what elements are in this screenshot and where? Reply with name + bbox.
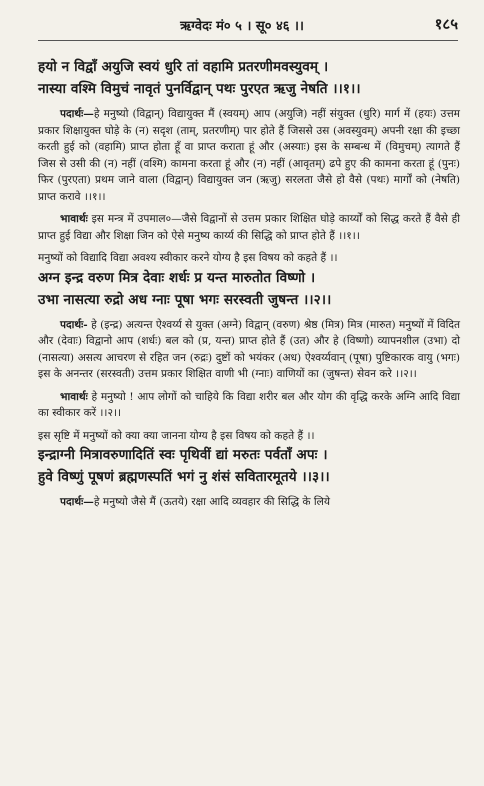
page-body <box>38 56 460 511</box>
header-rule <box>38 40 458 41</box>
padartha-label: पदार्थः— <box>60 108 94 120</box>
padartha-label: पदार्थः— <box>60 496 94 508</box>
bhavartha-text: हे मनुष्यो ! आप लोगों को चाहिये कि विद्या शरीर बल और योग की वृद्धि करके अग्नि आदि विद्या का स्वीकार करें ।।२।। <box>38 390 460 419</box>
padartha-2 <box>38 317 460 383</box>
bhavartha-label: भावार्थः <box>60 213 88 225</box>
padartha-text: हे मनुष्यो जैसे मैं (ऊतये) रक्षा आदि व्यवहार की सिद्धि के लिये <box>93 496 330 508</box>
intro-2 <box>38 250 460 267</box>
padartha-text: हे मनुष्यो (विद्वान्) विद्यायुक्त मैं (स्वयम्) आप (अयुजि) नहीं संयुक्त (धुरि) मार्ग में (हयः) उत्तम प्रकार शिक्षायुक्त घोड़े के (न) सदृश (ताम्, प्रतरणीम्) पार होते हैं जिससे उस (अवस्युवम्) अपनी रक्षा की इच्छा करती हुई को (वहामि) प्राप्त होता हूँ वा प्राप्त कराता हूं और (अस्याः) इस के सम्बन्ध में (विमुचम्) त्यागते हैं जिस से उसी की (न) नहीं (वश्मि) कामना करता हूं और (न) नहीं (आवृतम्) ढपे हुए की कामना करता हूं (पुनः) फिर (पुरएता) प्रथम जाने वाला (विद्वान्) विद्यायुक्त जन (ऋजु) सरलता जैसे हो वैसे (पथः) मार्गों को (नेषति) प्राप्त करावे ।।१।। <box>38 108 460 203</box>
bhavartha-1 <box>38 211 460 244</box>
mantra-1-line-2: नास्या वश्मि विमुचं नावृतं पुनर्विद्वान् पथः पुरएत ऋजु नेषति ।।१।। <box>38 81 361 97</box>
intro-text: इस सृष्टि में मनुष्यों को क्या क्या जानना योग्य है इस विषय को कहते हैं ।। <box>38 429 315 442</box>
mantra-3-line-2: हुवे विष्णुं पूषणं ब्रह्मणस्पतिं भगं नु शंसं सवितारमूतये ।।३।। <box>38 469 330 485</box>
intro-text: मनुष्यों को विद्यादि विद्या अवश्य स्वीकार करने योग्य है इस विषय को कहते हैं ।। <box>38 252 338 264</box>
intro-3 <box>38 428 460 445</box>
mantra-1-line-1: हयो न विद्वाँ अयुजि स्वयं धुरि तां वहामि प्रतरणीमवस्युवम् । <box>38 59 329 75</box>
mantra-2-line-1: अग्न इन्द्र वरुण मित्र देवाः शर्धः प्र यन्त मारुतोत विष्णो । <box>38 269 316 286</box>
padartha-label: पदार्थः- <box>60 318 88 331</box>
mantra-2-line-2: उभा नासत्या रुद्रो अध ग्नाः पूषा भगः सरस्वती जुषन्त ।।२।। <box>38 291 332 308</box>
padartha-1 <box>38 106 460 205</box>
mantra-3-line-1: इन्द्राग्नी मित्रावरुणादितिं स्वः पृथिवीं द्यां मरुतः पर्वताँ अपः । <box>38 447 328 463</box>
running-title: ऋग्वेदः मं० ५ । सू० ४६ ।। <box>180 19 304 34</box>
page-header <box>0 10 484 40</box>
padartha-3 <box>38 494 460 511</box>
padartha-text: हे (इन्द्र) अत्यन्त ऐश्वर्य्य से युक्त (अग्ने) विद्वान् (वरुण) श्रेष्ठ (मित्र) मित्र (मारुत) मनुष्यों में विदित और (देवाः) विद्वानो आप (शर्धः) बल को (प्र, यन्त) प्राप्त होते हैं (उत) और हे (विष्णो) व्यापनशील (उभा) दो (नासत्या) असत्य आचरण से रहित जन (रुद्रः) दुष्टों को भयंकर (अध) ऐश्वर्य्यवान् (पूषा) पुष्टिकारक वायु (भगः) इस के अनन्तर (सरस्वती) उत्तम प्रकार शिक्षित वाणी भी (ग्नाः) वाणियों का (जुषन्त) सेवन करे ।।२।। <box>38 318 460 380</box>
bhavartha-label: भावार्थः <box>60 390 88 403</box>
page-number: १८५ <box>434 15 458 33</box>
bhavartha-text: इस मन्त्र में उपमाल०—जैसे विद्वानों से उत्तम प्रकार शिक्षित घोड़े कार्य्यों को सिद्ध करते हैं वैसे ही प्राप्त हुई विद्या और शिक्षा जिन को ऐसे मनुष्य कार्य्य की सिद्धि को प्राप्त होते हैं ।।१।। <box>38 213 460 242</box>
bhavartha-2 <box>38 389 460 422</box>
